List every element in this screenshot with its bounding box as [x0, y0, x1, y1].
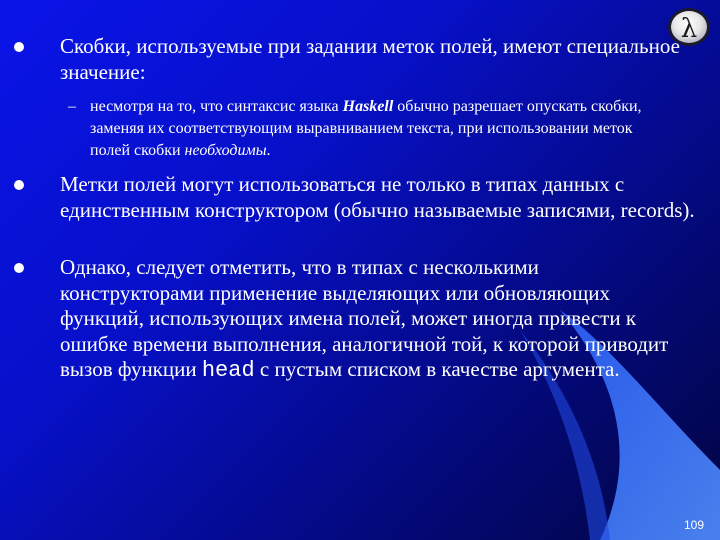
bullet-icon: [14, 180, 24, 190]
bullet-text: Скобки, используемые при задании меток полей, имеют специальное значение:: [60, 34, 680, 84]
page-number: 109: [683, 518, 704, 532]
dash-icon: –: [68, 98, 76, 115]
code-head: head: [201, 358, 255, 383]
bullet-text: Метки полей могут использоваться не только в типах данных с единственным конструктором (обычно называемые записями, records).: [60, 172, 695, 222]
sub-bullet-text: несмотря на то, что синтаксис языка Haskell обычно разрешает опускать скобки, заменяя их соответствующим выравниванием текста, при использовании меток полей скобки необходимы.: [90, 98, 642, 159]
bullet-text: Однако, следует отметить, что в типах с несколькими конструкторами применение выделяющих или обновляющих функций, использующих имена полей, может иногда привести к ошибке времени выполнения, аналогичной той, к которой приводит вызов функции head с пустым списком в качестве аргумента.: [60, 255, 669, 383]
bullet-icon: [14, 263, 24, 273]
bullet-icon: [14, 42, 24, 52]
svg-text:λ: λ: [680, 14, 698, 44]
